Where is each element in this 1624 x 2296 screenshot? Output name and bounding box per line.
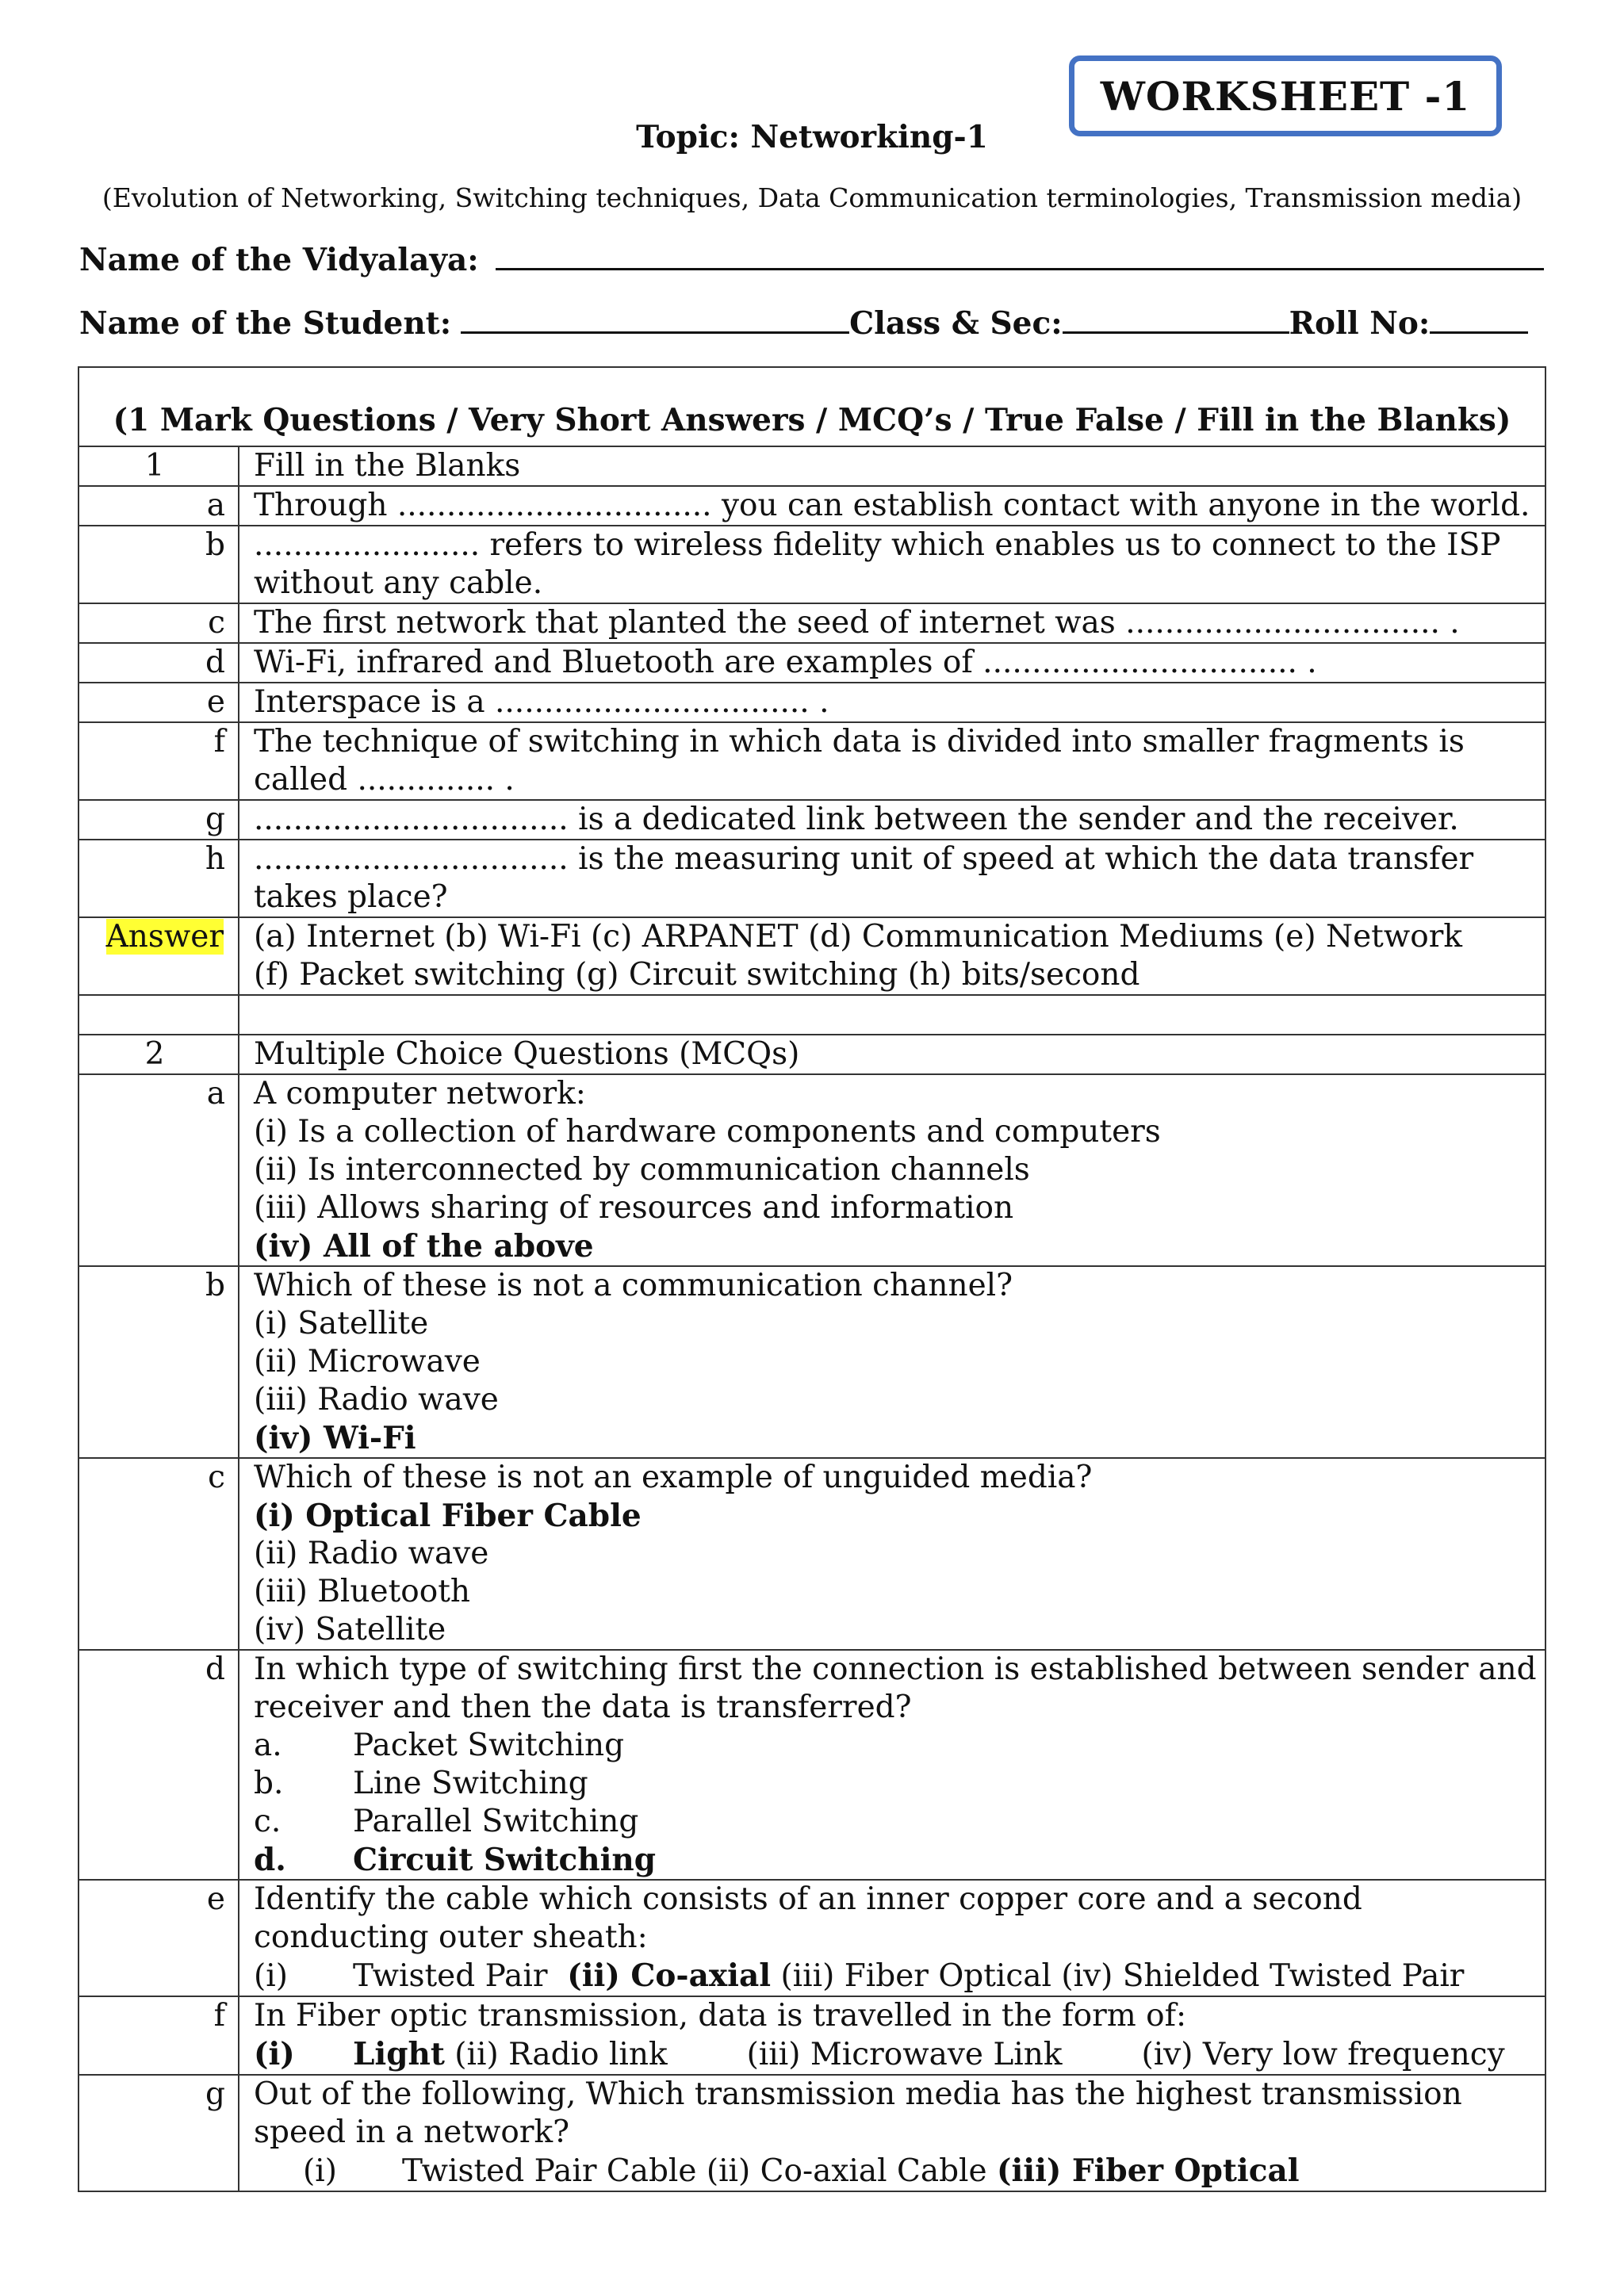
mcq-d [239,1650,1545,1880]
mcq-option: (i) Satellite [254,1306,429,1341]
mcq-options-line: (i) Twisted Pair (ii) Co-axial (iii) Fiber Optical (iv) Shielded Twisted Pair [254,1957,1465,1994]
mcq-option: (ii) Is interconnected by communication channels [254,1152,1030,1188]
topic-subtitle: (Evolution of Networking, Switching techniques, Data Communication terminologies, Transmission media) [102,182,1522,213]
item-text: ................................ is the measuring unit of speed at which the data transfer takes place? [239,840,1545,917]
answer-line: (a) Internet (b) Wi-Fi (c) ARPANET (d) Communication Mediums (e) Network [254,919,1462,955]
item-letter: a [79,486,239,526]
mcq-correct-option: (i) Light [254,2036,445,2072]
item-text: The first network that planted the seed of internet was ................................ . [239,603,1545,643]
topic-title: Topic: Networking-1 [636,119,988,155]
item-text: ................................ is a dedicated link between the sender and the receiver. [239,800,1545,840]
question-number: 2 [79,1035,239,1074]
mcq-correct-option: (iv) Wi-Fi [254,1420,416,1456]
student-field [79,303,1528,342]
table-row [79,643,1545,683]
table-row [79,1266,1545,1458]
table-row [79,446,1545,486]
empty-cell [239,995,1545,1035]
mcq-b [239,1266,1545,1458]
mcq-e [239,1880,1545,1996]
item-letter: e [79,683,239,722]
item-letter: e [79,1880,239,1996]
item-text: The technique of switching in which data is divided into smaller fragments is called .............. . [239,722,1545,800]
mcq-question: Which of these is not an example of unguided media? [254,1460,1093,1495]
table-row [79,1880,1545,1996]
vidyalaya-blank[interactable] [496,239,1544,270]
mcq-option: (iii) Radio wave [254,1382,499,1418]
student-label: Name of the Student: [79,305,452,342]
mcq-c [239,1458,1545,1650]
table-row [79,486,1545,526]
table-row [79,1996,1545,2075]
roll-blank[interactable] [1430,303,1528,334]
item-letter: f [79,722,239,800]
item-letter: h [79,840,239,917]
mcq-question: In Fiber optic transmission, data is travelled in the form of: [254,1998,1187,2034]
table-row [79,800,1545,840]
mcq-options-line: (i) Twisted Pair Cable (ii) Co-axial Cable (iii) Fiber Optical [303,2152,1300,2189]
question-title: Fill in the Blanks [239,446,1545,486]
mcq-question: Identify the cable which consists of an inner copper core and a second conducting outer sheath: [254,1881,1362,1955]
answer-line: (f) Packet switching (g) Circuit switching (h) bits/second [254,957,1140,993]
table-row [79,683,1545,722]
answer-label-cell [79,917,239,995]
item-letter: f [79,1996,239,2075]
table-row [79,1650,1545,1880]
mcq-option: (ii) Microwave [254,1344,481,1380]
item-text: ....................... refers to wireless fidelity which enables us to connect to the ISP without any cable. [239,526,1545,603]
item-letter: b [79,1266,239,1458]
mcq-option: a. Packet Switching [254,1728,625,1763]
mcq-option: b. Line Switching [254,1766,588,1801]
mcq-g [239,2075,1545,2191]
item-text: Wi-Fi, infrared and Bluetooth are examples of ................................ . [239,643,1545,683]
worksheet-table [78,366,1546,2192]
table-row [79,1035,1545,1074]
roll-label: Roll No: [1289,305,1431,342]
student-blank[interactable] [461,303,849,334]
item-letter: c [79,1458,239,1650]
table-row [79,2075,1545,2191]
question-title: Multiple Choice Questions (MCQs) [239,1035,1545,1074]
item-letter: g [79,2075,239,2191]
mcq-correct-option: d. Circuit Switching [254,1842,657,1878]
item-text: Interspace is a ................................ . [239,683,1545,722]
class-label: Class & Sec: [849,305,1063,342]
vidyalaya-label: Name of the Vidyalaya: [79,242,479,278]
mcq-option: (i) Is a collection of hardware components and computers [254,1114,1161,1150]
answer-row [79,917,1545,995]
spacer-row [79,995,1545,1035]
table-row [79,1458,1545,1650]
table-row [79,840,1545,917]
mcq-correct-option: (iv) All of the above [254,1228,594,1265]
mcq-option: (iii) Allows sharing of resources and information [254,1190,1014,1226]
mcq-question: In which type of switching first the connection is established between sender and receiver and then the data is transferred? [254,1651,1537,1725]
mcq-question: Out of the following, Which transmission media has the highest transmission speed in a network? [254,2076,1462,2150]
table-row [79,526,1545,603]
worksheet-badge: WORKSHEET -1 [1069,55,1502,136]
mcq-option: (iii) Bluetooth [254,1574,470,1609]
mcq-option: (ii) Radio wave [254,1536,489,1571]
item-letter: a [79,1074,239,1266]
item-letter: b [79,526,239,603]
mcq-option: (iv) Satellite [254,1612,446,1647]
class-blank[interactable] [1063,303,1289,334]
mcq-a [239,1074,1545,1266]
question-number: 1 [79,446,239,486]
mcq-option: c. Parallel Switching [254,1804,639,1839]
answer-label: Answer [105,919,224,955]
mcq-correct-option: (iii) Fiber Optical [997,2152,1300,2189]
answer-text [239,917,1545,995]
mcq-question: A computer network: [254,1076,586,1112]
mcq-correct-option: (ii) Co-axial [567,1957,772,1994]
item-letter: d [79,1650,239,1880]
item-letter: d [79,643,239,683]
table-row [79,722,1545,800]
empty-cell [79,995,239,1035]
section-header-row [79,367,1545,446]
mcq-options-line: (i) Light (ii) Radio link (iii) Microwave Link (iv) Very low frequency [254,2036,1505,2072]
mcq-f [239,1996,1545,2075]
item-text: Through ................................ you can establish contact with anyone in the world. [239,486,1545,526]
item-letter: c [79,603,239,643]
section-header: (1 Mark Questions / Very Short Answers / MCQ’s / True False / Fill in the Blanks) [79,367,1545,446]
table-row [79,603,1545,643]
mcq-correct-option: (i) Optical Fiber Cable [254,1498,642,1534]
vidyalaya-field [79,239,1544,278]
mcq-question: Which of these is not a communication channel? [254,1268,1013,1303]
table-row [79,1074,1545,1266]
item-letter: g [79,800,239,840]
